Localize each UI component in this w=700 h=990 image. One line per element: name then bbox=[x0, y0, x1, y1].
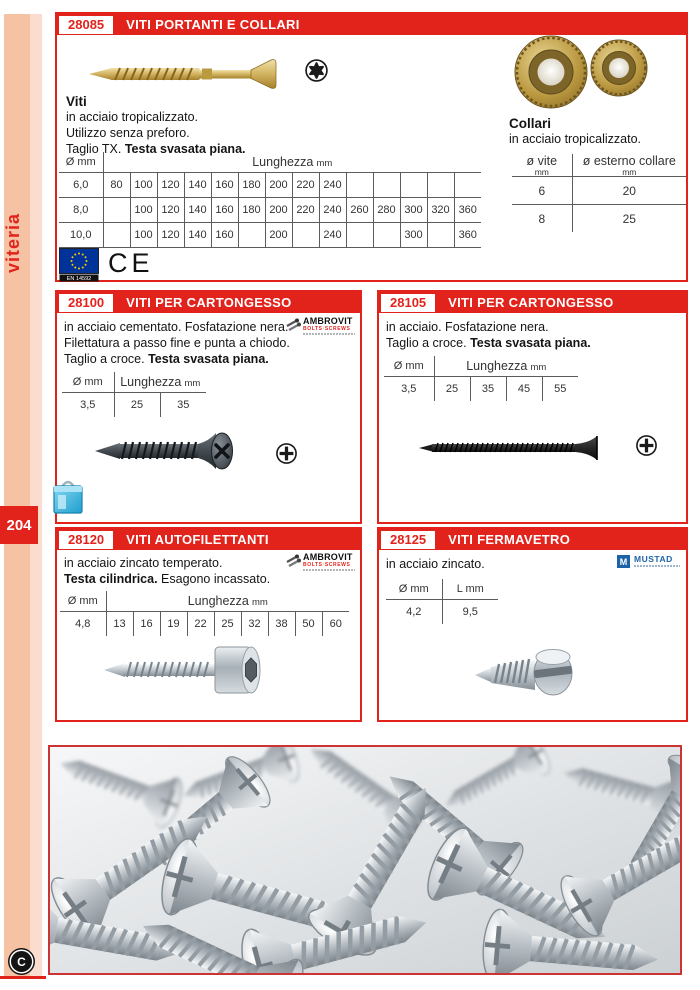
phillips-drive-icon bbox=[635, 434, 658, 457]
cell: 240 bbox=[319, 198, 346, 223]
table-row bbox=[62, 393, 206, 418]
table-row bbox=[512, 177, 686, 205]
cell: 220 bbox=[292, 173, 319, 198]
cell: 20 bbox=[572, 177, 686, 205]
cell: 200 bbox=[265, 173, 292, 198]
col-header-diameter: Ø mm bbox=[386, 579, 442, 600]
cell: 80 bbox=[103, 173, 130, 198]
cell: 100 bbox=[130, 173, 157, 198]
section-title: VITI PER CARTONGESSO bbox=[126, 295, 292, 310]
cell: 16 bbox=[133, 612, 160, 637]
screws-photo-image bbox=[50, 747, 680, 973]
brand-microtext bbox=[634, 565, 680, 567]
dimensions-table bbox=[59, 152, 481, 248]
slotted-screw-image bbox=[471, 635, 591, 705]
article-code: 28100 bbox=[59, 294, 113, 312]
article-code: 28125 bbox=[381, 531, 435, 549]
section-28085 bbox=[55, 12, 688, 282]
cell bbox=[103, 223, 130, 248]
table-row bbox=[384, 377, 578, 402]
cell: 9,5 bbox=[442, 600, 498, 625]
gold-screw-image bbox=[85, 50, 303, 98]
cell: 360 bbox=[454, 198, 481, 223]
cell bbox=[346, 223, 373, 248]
table-header-row bbox=[384, 356, 578, 377]
cell: 45 bbox=[506, 377, 542, 402]
ambrovit-brand: AMBROVIT BOLTS·SCREWS bbox=[285, 317, 355, 335]
cell: 22 bbox=[187, 612, 214, 637]
cell bbox=[427, 173, 454, 198]
cell bbox=[400, 173, 427, 198]
desc-line: in acciaio. Fosfatazione nera. bbox=[386, 320, 549, 334]
collars-description bbox=[509, 116, 641, 147]
cell bbox=[346, 173, 373, 198]
dimensions-table bbox=[384, 356, 578, 401]
drywall-screw-image bbox=[89, 420, 269, 482]
table-row bbox=[60, 612, 349, 637]
cell: 140 bbox=[184, 173, 211, 198]
cell: 25 bbox=[434, 377, 470, 402]
cell: 4,8 bbox=[75, 618, 91, 630]
desc-line: Filettatura a passo fine e punta a chiodo. bbox=[64, 336, 290, 350]
cell: 360 bbox=[454, 223, 481, 248]
cell: 100 bbox=[130, 198, 157, 223]
dimensions-table bbox=[386, 579, 498, 624]
section-title: VITI AUTOFILETTANTI bbox=[126, 532, 269, 547]
black-screw-image bbox=[417, 434, 627, 462]
product-name: Viti bbox=[66, 94, 87, 109]
brand-microtext bbox=[303, 569, 355, 571]
product-description bbox=[64, 555, 294, 587]
cell: 180 bbox=[238, 173, 265, 198]
footer-c-logo: C bbox=[11, 951, 32, 972]
cell: 220 bbox=[292, 198, 319, 223]
col-header-screw-diam: ø vite mm bbox=[512, 154, 572, 177]
section-title: VITI PORTANTI E COLLARI bbox=[126, 17, 300, 32]
dimensions-table bbox=[62, 372, 206, 417]
cell: 35 bbox=[470, 377, 506, 402]
dimensions-table bbox=[60, 591, 349, 636]
cell: 10,0 bbox=[59, 223, 103, 248]
cell bbox=[373, 223, 400, 248]
desc-line: Testa cilindrica. Esagono incassato. bbox=[64, 572, 271, 586]
cell: 140 bbox=[184, 223, 211, 248]
table-header-row bbox=[386, 579, 498, 600]
cell: 4,2 bbox=[406, 606, 422, 618]
ce-certification bbox=[59, 248, 154, 282]
sidebar-band-light bbox=[30, 14, 42, 976]
product-description bbox=[66, 94, 246, 157]
cell: 8,0 bbox=[59, 198, 103, 223]
cell bbox=[427, 223, 454, 248]
product-description bbox=[386, 319, 666, 351]
ambrovit-screws-icon bbox=[285, 317, 301, 332]
article-code: 28120 bbox=[59, 531, 113, 549]
cell: 300 bbox=[400, 198, 427, 223]
cell: 280 bbox=[373, 198, 400, 223]
desc-line: in acciaio zincato. bbox=[386, 557, 485, 571]
col-header-outer-diam: ø esterno collare mm bbox=[572, 154, 686, 177]
product-description bbox=[386, 556, 485, 572]
section-28120-header bbox=[57, 529, 360, 550]
cell: 50 bbox=[295, 612, 322, 637]
cell: 6 bbox=[538, 183, 546, 198]
section-28120 bbox=[55, 527, 362, 722]
screws-photo bbox=[48, 745, 682, 975]
col-header-diameter: Ø mm bbox=[60, 591, 106, 612]
mustad-logo-icon: M bbox=[617, 555, 630, 568]
desc-line: in acciaio zincato temperato. bbox=[64, 556, 223, 570]
cell: 25 bbox=[572, 205, 686, 233]
page-number-badge: 204 bbox=[0, 506, 38, 544]
mustad-brand: M MUSTAD bbox=[617, 555, 680, 568]
desc-line: Taglio a croce. Testa svasata piana. bbox=[386, 336, 591, 350]
sidebar-category-label: viteria bbox=[3, 212, 23, 274]
brand-microtext bbox=[303, 333, 355, 335]
cell: 60 bbox=[322, 612, 349, 637]
ambrovit-brand: AMBROVIT BOLTS·SCREWS bbox=[285, 553, 355, 571]
package-box-icon bbox=[50, 476, 86, 516]
col-header-diameter: Ø mm bbox=[62, 372, 114, 393]
table-header-row bbox=[60, 591, 349, 612]
col-header-diameter: Ø mm bbox=[384, 356, 434, 377]
table-row bbox=[59, 223, 481, 248]
col-header-length: Lunghezza mm bbox=[114, 372, 206, 393]
section-28125-header bbox=[379, 529, 686, 550]
table-row bbox=[59, 173, 481, 198]
cell: 300 bbox=[400, 223, 427, 248]
cell: 38 bbox=[268, 612, 295, 637]
product-description bbox=[64, 319, 304, 367]
cell: 19 bbox=[160, 612, 187, 637]
cell: 25 bbox=[214, 612, 241, 637]
cell: 13 bbox=[106, 612, 133, 637]
cell: 6,0 bbox=[73, 179, 89, 191]
cell: 120 bbox=[157, 223, 184, 248]
table-row bbox=[386, 600, 498, 625]
cell bbox=[373, 173, 400, 198]
cell: 55 bbox=[542, 377, 578, 402]
section-title: VITI FERMAVETRO bbox=[448, 532, 571, 547]
collars-image bbox=[509, 30, 661, 114]
cell: 3,5 bbox=[401, 383, 417, 395]
cell: 240 bbox=[319, 223, 346, 248]
ambrovit-screws-icon bbox=[285, 553, 301, 568]
socket-screw-image bbox=[99, 637, 284, 703]
desc-line: in acciaio tropicalizzato. bbox=[66, 110, 199, 124]
phillips-drive-icon bbox=[275, 442, 298, 465]
section-28125 bbox=[377, 527, 688, 722]
table-row bbox=[59, 198, 481, 223]
cell: 35 bbox=[160, 393, 206, 418]
cell: 180 bbox=[238, 198, 265, 223]
col-header-diameter: Ø mm bbox=[59, 152, 103, 173]
cell bbox=[238, 223, 265, 248]
eu-flag-icon bbox=[59, 248, 99, 282]
cell: 200 bbox=[265, 198, 292, 223]
sidebar-band bbox=[4, 14, 30, 976]
cell: 8 bbox=[512, 205, 572, 233]
section-28105-header bbox=[379, 292, 686, 313]
section-28105 bbox=[377, 290, 688, 524]
cell bbox=[103, 198, 130, 223]
table-header-row bbox=[512, 154, 686, 177]
cell: 320 bbox=[427, 198, 454, 223]
article-code: 28105 bbox=[381, 294, 435, 312]
cell: 260 bbox=[346, 198, 373, 223]
cell: 160 bbox=[211, 173, 238, 198]
cell bbox=[292, 223, 319, 248]
sidebar-underline bbox=[0, 976, 46, 979]
section-title: VITI PER CARTONGESSO bbox=[448, 295, 614, 310]
cell: 200 bbox=[265, 223, 292, 248]
cell: 160 bbox=[211, 198, 238, 223]
desc-line: Utilizzo senza preforo. bbox=[66, 126, 190, 140]
table-header-row bbox=[62, 372, 206, 393]
cell: 25 bbox=[114, 393, 160, 418]
cell bbox=[454, 173, 481, 198]
torx-drive-icon bbox=[304, 58, 329, 83]
table-row bbox=[512, 205, 686, 233]
col-header-length: L mm bbox=[442, 579, 498, 600]
table-header-row bbox=[59, 152, 481, 173]
ce-standard-text: EN 14592 bbox=[66, 276, 92, 282]
cell: 120 bbox=[157, 198, 184, 223]
desc-line: Taglio TX. Testa svasata piana. bbox=[66, 142, 246, 156]
article-code: 28085 bbox=[59, 16, 113, 34]
cell: 140 bbox=[184, 198, 211, 223]
desc-line: Taglio a croce. Testa svasata piana. bbox=[64, 352, 269, 366]
cell: 100 bbox=[130, 223, 157, 248]
col-header-length: Lunghezza mm bbox=[106, 591, 349, 612]
section-28100 bbox=[55, 290, 362, 524]
desc-line: in acciaio tropicalizzato. bbox=[509, 132, 642, 146]
collars-name: Collari bbox=[509, 116, 552, 131]
cell: 3,5 bbox=[80, 399, 96, 411]
desc-line: in acciaio cementato. Fosfatazione nera. bbox=[64, 320, 289, 334]
section-28100-header bbox=[57, 292, 360, 313]
cell: 32 bbox=[241, 612, 268, 637]
cell: 120 bbox=[157, 173, 184, 198]
col-header-length: Lunghezza mm bbox=[103, 152, 481, 173]
collars-table bbox=[512, 154, 686, 232]
cell: 160 bbox=[211, 223, 238, 248]
col-header-length: Lunghezza mm bbox=[434, 356, 578, 377]
cell: 240 bbox=[319, 173, 346, 198]
ce-mark-letters: CE bbox=[108, 248, 154, 278]
